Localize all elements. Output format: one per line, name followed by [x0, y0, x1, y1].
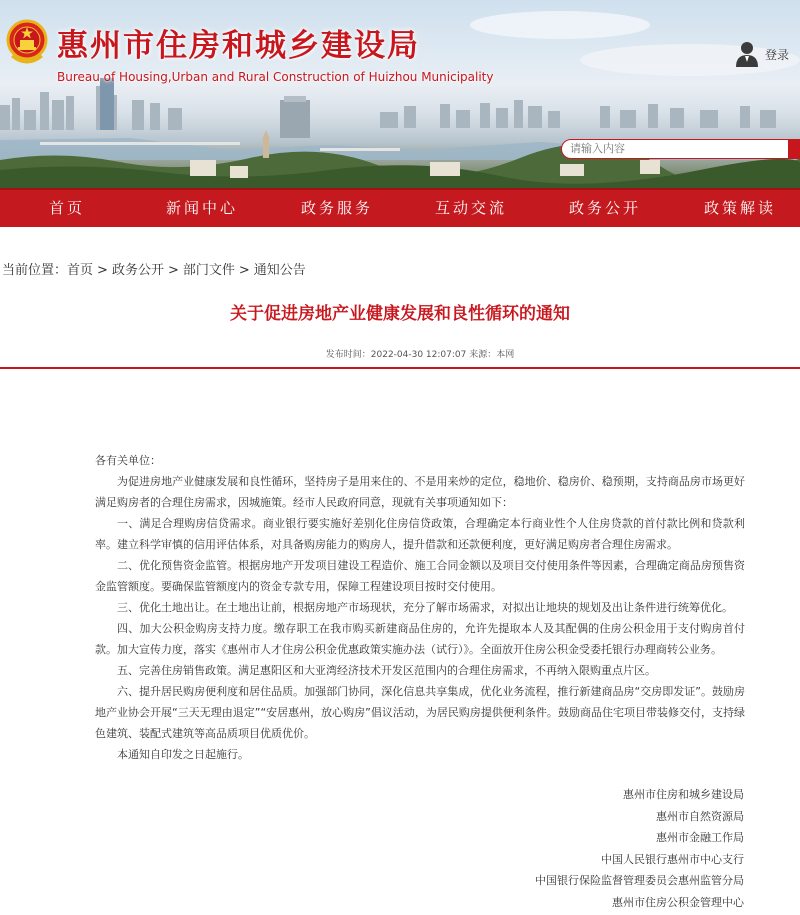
signer-item: 中国人民银行惠州市中心支行	[601, 852, 744, 866]
nav-item-home[interactable]: 首页	[49, 199, 86, 217]
login-button[interactable]	[735, 40, 789, 68]
main-nav	[0, 188, 800, 227]
article-paragraph: 为促进房地产业健康发展和良性循环，坚持房子是用来住的、不是用来炒的定位，稳地价、稳房价、稳预期，支持商品房市场更好满足购房者的合理住房需求，因城施策。经市人民政府同意，现就有关事项通知如下：	[95, 475, 745, 509]
nav-item-interaction[interactable]: 互动交流	[435, 199, 508, 217]
search-input[interactable]	[561, 139, 790, 159]
search-button[interactable]	[788, 139, 800, 159]
breadcrumb-separator: >	[238, 263, 250, 278]
login-label: 登录	[765, 47, 790, 62]
nav-item-news[interactable]: 新闻中心	[166, 199, 239, 217]
site-title: 惠州市住房和城乡建设局	[57, 28, 420, 64]
breadcrumb-disclosure[interactable]: 政务公开	[111, 263, 164, 278]
signer-item: 惠州市住房公积金管理中心	[612, 895, 744, 909]
signer-item: 惠州市住房和城乡建设局	[623, 788, 744, 801]
signer-item: 惠州市金融工作局	[656, 831, 744, 844]
article-salutation: 各有关单位：	[95, 454, 161, 467]
article-paragraph: 本通知自印发之日起施行。	[117, 748, 249, 761]
article-meta: 发布时间：2022-04-30 12:07:07 来源：本网	[325, 350, 515, 360]
article-body	[95, 450, 745, 765]
title-divider	[0, 367, 800, 369]
breadcrumb	[2, 259, 306, 278]
breadcrumb-home[interactable]: 首页	[67, 263, 94, 278]
breadcrumb-prefix: 当前位置：	[2, 263, 68, 278]
nav-item-services[interactable]: 政务服务	[301, 199, 374, 217]
article-title: 关于促进房地产业健康发展和良性循环的通知	[230, 304, 570, 324]
signer-item: 中国银行保险监督管理委员会惠州监管分局	[535, 874, 744, 887]
site-subtitle: Bureau of Housing,Urban and Rural Construction of Huizhou Municipality	[57, 70, 494, 84]
article-paragraph: 六、提升居民购房便利度和居住品质。加强部门协同，深化信息共享集成，优化业务流程，推行新建商品房“交房即发证”。鼓励房地产业协会开展“三天无理由退定”“安居惠州，放心购房”倡议活动，为居民购房提供便利条件。鼓励商品住宅项目带装修交付，支持绿色建筑、装配式建筑等高品质项目优质优价。	[95, 685, 745, 740]
article-paragraph: 二、优化预售资金监管。根据房地产开发项目建设工程造价、施工合同金额以及项目交付使用条件等因素，合理确定商品房预售资金监管额度。要确保监管额度内的资金专款专用，保障工程建设项目按时交付使用。	[95, 559, 745, 593]
article-paragraph: 四、加大公积金购房支持力度。缴存职工在我市购买新建商品住房的，允许先提取本人及其配偶的住房公积金用于支付购房首付款。加大宣传力度，落实《惠州市人才住房公积金优惠政策实施办法（试行）》。全面放开住房公积金受委托银行办理商转公业务。	[95, 622, 745, 656]
national-emblem-logo	[6, 18, 48, 68]
user-icon	[735, 40, 759, 68]
article-paragraph: 一、满足合理购房信贷需求。商业银行要实施好差别化住房信贷政策，合理确定本行商业性个人住房贷款的首付款比例和贷款利率。建立科学审慎的信用评估体系，对具备购房能力的购房人，提升借款和还款便利度，更好满足购房者合理住房需求。	[95, 517, 745, 551]
breadcrumb-separator: >	[167, 263, 179, 278]
signer-item: 惠州市自然资源局	[656, 809, 744, 823]
header-banner	[0, 0, 800, 188]
nav-item-policy[interactable]: 政策解读	[704, 199, 777, 217]
nav-item-disclosure[interactable]: 政务公开	[569, 199, 642, 217]
breadcrumb-dept-docs[interactable]: 部门文件	[182, 263, 235, 278]
article-paragraph: 五、完善住房销售政策。满足惠阳区和大亚湾经济技术开发区范围内的合理住房需求，不再纳入限购重点片区。	[117, 664, 656, 677]
breadcrumb-notices[interactable]: 通知公告	[253, 263, 306, 278]
article-signers	[535, 784, 744, 913]
breadcrumb-separator: >	[97, 263, 108, 278]
article-paragraph: 三、优化土地出让。在土地出让前，根据房地产市场现状，充分了解市场需求，对拟出让地块的规划及出让条件进行统筹优化。	[117, 601, 733, 614]
